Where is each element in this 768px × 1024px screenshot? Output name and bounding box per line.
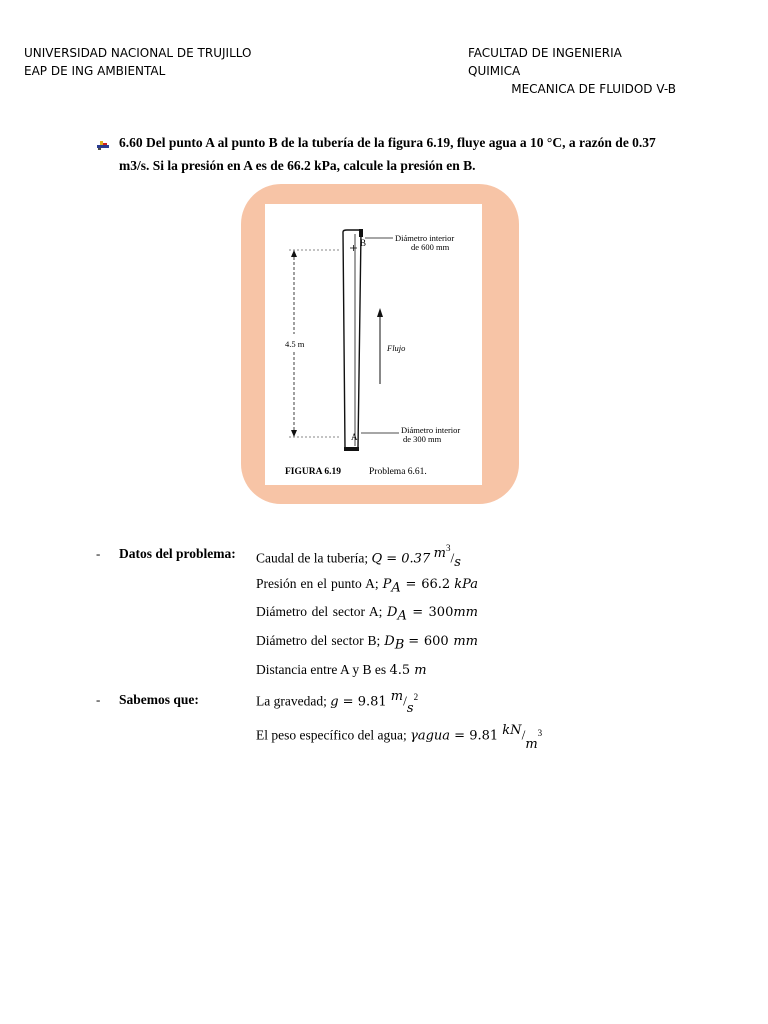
presion-sub: A bbox=[391, 580, 401, 596]
datos-dash: - bbox=[96, 546, 101, 561]
university-name: UNIVERSIDAD NACIONAL DE TRUJILLO bbox=[24, 46, 252, 60]
diam-a-eq: D bbox=[387, 605, 398, 621]
peso-num: kN bbox=[502, 722, 522, 738]
presion-eq: P bbox=[382, 576, 392, 592]
grav-eq: g bbox=[330, 694, 339, 710]
point-b-label: B bbox=[360, 238, 367, 248]
diam-b-unit: mm bbox=[453, 633, 478, 649]
caudal-eq: Q = 0.37 bbox=[371, 551, 431, 567]
course-name: MECANICA DE FLUIDOD V-B bbox=[511, 82, 676, 96]
point-a-label: A bbox=[351, 432, 358, 442]
header-left bbox=[24, 44, 251, 80]
caudal-unit-exp: 3 bbox=[445, 543, 451, 553]
peso-den: m bbox=[525, 736, 538, 752]
diam-a-unit: mm bbox=[453, 605, 478, 621]
dist-val: 4.5 bbox=[389, 662, 415, 678]
presion-unit: kPa bbox=[454, 576, 478, 592]
grav-text: La gravedad; bbox=[256, 693, 331, 709]
sabemos-label: Sabemos que: bbox=[119, 692, 199, 707]
diam-b-val: = 600 bbox=[408, 633, 454, 649]
grav-exp: 2 bbox=[413, 692, 419, 702]
grav-num: m bbox=[390, 688, 404, 704]
pipe-outline bbox=[343, 230, 361, 448]
caudal-text: Caudal de la tubería; bbox=[256, 550, 372, 566]
peso-exp: 3 bbox=[537, 728, 543, 738]
problem-text: 6.60 Del punto A al punto B de la tubería de la figura 6.19, fluye agua a 10 °C, a razón de 0.37 m3/s. Si la presión en A es de 66.2 kPa, calcule la presión en B. bbox=[119, 135, 656, 173]
caudal-unit-num: m bbox=[433, 545, 446, 561]
problem-statement bbox=[96, 131, 676, 177]
dist-text: Distancia entre A y B es bbox=[256, 661, 390, 677]
school-name: EAP DE ING AMBIENTAL bbox=[24, 64, 166, 78]
diam-b-eq: D bbox=[384, 633, 395, 649]
diam-a-text: Diámetro del sector A; bbox=[256, 604, 388, 620]
diam-a-val: = 300 bbox=[406, 605, 454, 621]
flow-label: Flujo bbox=[387, 343, 406, 353]
diameter-a-line2: de 300 mm bbox=[403, 434, 442, 444]
datos-block: Caudal de la tubería; Q = 0.37 $m^3/s$ Presión en el punto A; $P_A = 66.2$ kPa Diámetro del sector A; $D_A = 300mm$ Diámetro del sector B; $D_B = 600$ mm Distancia entre A y B es 4.5 m bbox=[256, 543, 478, 678]
grav-den: s bbox=[406, 700, 414, 716]
figure-image bbox=[265, 204, 482, 485]
bullet-icon bbox=[96, 136, 110, 150]
datos-label: Datos del problema: bbox=[119, 546, 236, 561]
gravity-line: La gravedad; g = 9.81 $m/s^2$ bbox=[256, 688, 419, 716]
grav-val: = 9.81 bbox=[338, 694, 391, 710]
diam-a-sub: A bbox=[397, 608, 407, 624]
diameter-b-line2: de 600 mm bbox=[411, 242, 450, 252]
peso-text: El peso específico del agua; bbox=[256, 727, 411, 743]
presion-text: Presión en el punto A; bbox=[256, 575, 383, 591]
diam-b-sub: B bbox=[394, 637, 405, 653]
peso-eq: γagua bbox=[410, 728, 451, 744]
diam-b-text: Diámetro del sector B; bbox=[256, 632, 385, 648]
peso-val: = 9.81 bbox=[450, 728, 503, 744]
specific-weight-line: El peso específico del agua; γagua = 9.81 $kN/m^3$ bbox=[256, 722, 543, 752]
dist-unit: m bbox=[414, 662, 427, 678]
presion-val: = 66.2 bbox=[400, 576, 451, 592]
sabemos-dash: - bbox=[96, 692, 101, 707]
header-right bbox=[468, 44, 676, 98]
diameter-a-line1: Diámetro interior bbox=[401, 425, 461, 435]
diameter-b-line1: Diámetro interior bbox=[395, 233, 455, 243]
caudal-unit-den: s bbox=[454, 554, 461, 570]
length-label: 4.5 m bbox=[285, 339, 305, 349]
figure-caption-bold: FIGURA 6.19 bbox=[285, 467, 341, 477]
figure-caption-rest: Problema 6.61. bbox=[369, 467, 427, 477]
faculty-name: FACULTAD DE INGENIERIA QUIMICA bbox=[468, 46, 622, 78]
